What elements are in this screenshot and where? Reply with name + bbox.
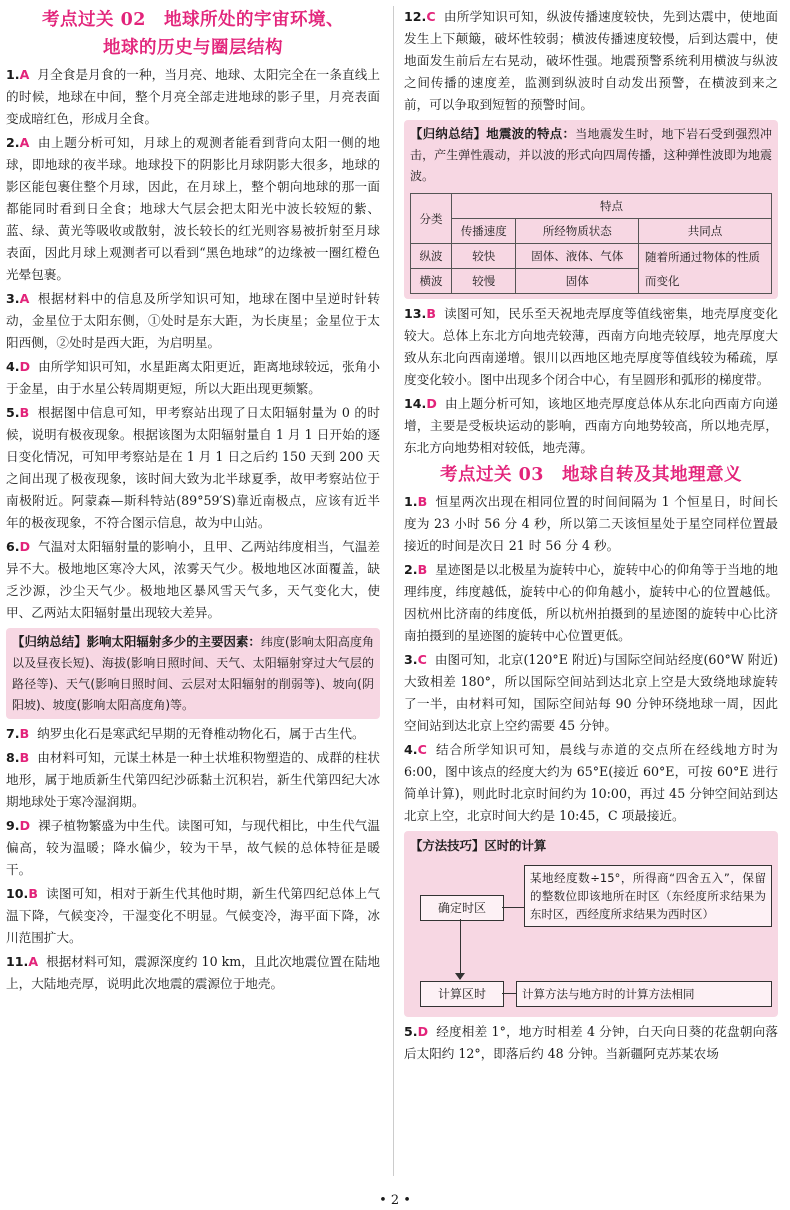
answer-letter: A (19, 135, 30, 150)
section-title-03: 考点过关 03 地球自转及其地理意义 (440, 465, 742, 485)
answer-letter: C (417, 742, 427, 757)
answer-item: 3.C 由图可知，北京(120°E 附近)与国际空间站经度(60°W 附近)大致相差 180°，所以国际空间站到达北京上空是大致绕地球旋转了一半，由材料可知，国际空间站每 90 分钟环绕地球一周，因此空间站到达北京上空约需要 45 分钟。 (404, 652, 778, 733)
answer-explanation: 由所学知识可知，水星距离太阳更近，距离地球较远，张角小于金星，由于水星公转周期更短，所以大距出现更频繁。 (6, 359, 380, 396)
answer-item: 11.A 根据材料可知，震源深度约 10 km，且此次地震位置在陆地上，大陆地壳厚，说明此次地震的震源位于地壳。 (6, 954, 380, 991)
summary-box-seismic-waves (404, 120, 778, 299)
answer-explanation: 月全食是月食的一种，当月亮、地球、太阳完全在一条直线上的时候，地球在中间，整个月亮全部走进地球的影子里，月亮表面变成暗红色，形成月全食。 (6, 67, 380, 126)
seismic-wave-table (410, 193, 772, 294)
summary-box-solar-radiation (6, 628, 380, 719)
section-title-02-line1: 考点过关 02 地球所处的宇宙环境、 (42, 10, 344, 30)
answer-letter: B (19, 405, 30, 420)
answer-letter: D (19, 539, 31, 554)
answer-explanation: 读图可知，相对于新生代其他时期，新生代第四纪总体上气温下降，气候变冷，干湿变化不明显。气候变冷，海平面下降，冰川范围扩大。 (6, 886, 380, 945)
summary-tag: 【归纳总结】地震波的特点： (410, 126, 576, 141)
answer-letter: C (417, 652, 427, 667)
table-cell-s-wave: 横波 (411, 269, 452, 294)
method-box-zone-time (404, 831, 778, 1017)
answer-explanation: 经度相差 1°，地方时相差 4 分钟，白天向日葵的花盘朝向落后太阳约 12°，即落后约 48 分钟。当新疆阿克苏某农场 (404, 1024, 778, 1061)
page-number: • 2 • (379, 1193, 411, 1208)
answer-item: 2.A 由上题分析可知，月球上的观测者能看到背向太阳一侧的地球，即地球的夜半球。地球投下的阴影比月球阴影大很多，地球的影区能包裹住整个月球，因此，在月球上，整个朝向地球的那一面都能同时看到日全食；地球大气层会把太阳光中波长较短的紫、蓝、绿、黄光等吸收或散射，波长较长的红光则容易被折射至月球表面，因此月球上观测者可以看到“黑色地球”的边缘被一圈红橙色光晕包裹。 (6, 135, 380, 282)
flow-note-calc-zone-time: 计算方法与地方时的计算方法相同 (516, 981, 772, 1007)
answer-item: 7.B 纳罗虫化石是寒武纪早期的无脊椎动物化石，属于古生代。 (6, 726, 365, 741)
summary-body: 纬度(影响太阳高度角以及昼夜长短)、海拔(影响日照时间、天气、太阳辐射穿过大气层的路径等)、天气(影响日照时间、云层对太阳辐射的削弱等)、坡向(阴阳坡)、坡度(影响太阳高度角)等。 (12, 635, 375, 712)
answer-letter: C (426, 9, 436, 24)
answer-explanation: 根据材料中的信息及所学知识可知，地球在图中呈逆时针转动，金星位于太阳东侧，①处时是东大距，为长庚星；金星位于太阳西侧，②处时是西大距，为启明星。 (6, 291, 380, 350)
answer-explanation: 读图可知，民乐至天祝地壳厚度等值线密集，地壳厚度变化较大。总体上东北方向地壳较薄，西南方向地壳较厚，地壳厚度大致从东北向西南递增。银川以西地区地壳厚度等值线较为稀疏，厚度变化较小。图中出现多个闭合中心，有呈圆形和弧形的梯度带。 (404, 306, 778, 387)
method-title: 【方法技巧】区时的计算 (410, 838, 547, 853)
right-column (404, 6, 778, 1065)
table-cell: 较快 (452, 244, 516, 269)
answer-explanation: 由所学知识可知，纵波传播速度较快，先到达震中，使地面发生上下颠簸，破坏性较弱；横波传播速度较慢，后到达震中，使地面发生前后左右晃动，破坏性强。地震预警系统利用横波与纵波之间传播的速度差，监测到纵波时自动发出预警，在横波到来之前，可以争取到短暂的预警时间。 (404, 9, 778, 112)
table-header-medium: 所经物质状态 (516, 219, 639, 244)
answer-item: 10.B 读图可知，相对于新生代其他时期，新生代第四纪总体上气温下降，气候变冷，干湿变化不明显。气候变冷，海平面下降，冰川范围扩大。 (6, 886, 380, 945)
answer-explanation: 由图可知，北京(120°E 附近)与国际空间站经度(60°W 附近)大致相差 180°，所以国际空间站到达北京上空是大致绕地球旋转了一半，由材料可知，国际空间站每 90 分钟环绕地球一周，因此空间站到达北京上空约需要 45 分钟。 (404, 652, 778, 733)
section-title-02-line2: 地球的历史与圈层结构 (103, 38, 283, 58)
left-column (6, 6, 380, 995)
answer-letter: D (19, 818, 31, 833)
answer-explanation: 结合所学知识可知，晨线与赤道的交点所在经线地方时为 6:00，图中该点的经度大约为 65°E(接近 60°E，可按 60°E 进行简单计算)，则此时北京时间约为 10:00，再过 45 分钟空间站到达北京上空，北京时间大约是 10:45，C 项最接近。 (404, 742, 778, 823)
answer-letter: D (417, 1024, 429, 1039)
answer-item: 6.D 气温对太阳辐射量的影响小，且甲、乙两站纬度相当，气温差异不大。极地地区寒冷大风，浓雾天气少。极地地区冰面覆盖，缺乏沙源，沙尘天气少。极地地区暴风雪天气多，天气变化大，使甲、乙两站太阳辐射量出现较大差异。 (6, 539, 380, 620)
table-cell: 固体 (516, 269, 639, 294)
flow-arrow-down (460, 919, 461, 979)
answer-letter: D (426, 396, 437, 411)
answer-letter: B (19, 750, 30, 765)
answer-item: 5.B 根据图中信息可知，甲考察站出现了日太阳辐射量为 0 的时候，说明有极夜现象。根据该图为太阳辐射量自 1 月 1 日开始的逐日变化情况，可知甲考察站是在 1 月 1 日之后约 150 天到 200 天之间出现了极夜现象，该时间大致为北半球夏季，故甲考察站位于南极附近。阿蒙森—斯科特站(89°59′S)靠近南极点，应该有近半年的极夜现象，不符合图示信息，故为中山站。 (6, 405, 380, 530)
answer-item: 1.B 恒星两次出现在相同位置的时间间隔为 1 个恒星日，时间长度为 23 小时 56 分 4 秒，所以第二天该恒星处于星空同样位置最接近的时间是次日 21 时 56 分 4 秒。 (404, 494, 778, 553)
table-header-feature: 特点 (452, 194, 772, 219)
flow-step-determine-zone: 确定时区 (420, 895, 504, 921)
answer-explanation: 由上题分析可知，月球上的观测者能看到背向太阳一侧的地球，即地球的夜半球。地球投下的阴影比月球阴影大很多，地球的影区能包裹住整个月球，因此，在月球上，整个朝向地球的那一面都能同时看到日全食；地球大气层会把太阳光中波长较短的紫、蓝、绿、黄光等吸收或散射，波长较长的红光则容易被折射至月球表面，因此月球上观测者可以看到“黑色地球”的边缘被一圈红橙色光晕包裹。 (6, 135, 380, 282)
answer-letter: B (28, 886, 38, 901)
answer-item: 8.B 由材料可知，元谋土林是一种土状堆积物塑造的、成群的柱状地形，属于地质新生代第四纪沙砾黏土沉积岩，新生代第四纪大冰期地球处于寒冷湿润期。 (6, 750, 380, 809)
flow-note-determine-zone: 某地经度数÷15°，所得商“四舍五入”，保留的整数位即该地所在时区（东经度所求结果为东时区，西经度所求结果为西时区） (524, 865, 772, 927)
answer-item: 4.C 结合所学知识可知，晨线与赤道的交点所在经线地方时为 6:00，图中该点的经度大约为 65°E(接近 60°E，可按 60°E 进行简单计算)，则此时北京时间约为 10:00，再过 45 分钟空间站到达北京上空，北京时间大约是 10:45，C 项最接近。 (404, 742, 778, 823)
answer-explanation: 恒星两次出现在相同位置的时间间隔为 1 个恒星日，时间长度为 23 小时 56 分 4 秒，所以第二天该恒星处于星空同样位置最接近的时间是次日 21 时 56 分 4 秒。 (404, 494, 778, 553)
table-header-speed: 传播速度 (452, 219, 516, 244)
flow-step-calc-zone-time: 计算区时 (420, 981, 504, 1007)
answer-item: 5.D 经度相差 1°，地方时相差 4 分钟，白天向日葵的花盘朝向落后太阳约 12°，即落后约 48 分钟。当新疆阿克苏某农场 (404, 1024, 778, 1061)
answer-explanation: 气温对太阳辐射量的影响小，且甲、乙两站纬度相当，气温差异不大。极地地区寒冷大风，浓雾天气少。极地地区冰面覆盖，缺乏沙源，沙尘天气少。极地地区暴风雪天气多，天气变化大，使甲、乙两站太阳辐射量出现较大差异。 (6, 539, 380, 620)
table-header-common: 共同点 (639, 219, 772, 244)
answer-item: 12.C 由所学知识可知，纵波传播速度较快，先到达震中，使地面发生上下颠簸，破坏性较弱；横波传播速度较慢，后到达震中，使地面发生前后左右晃动，破坏性强。地震预警系统利用横波与纵波之间传播的速度差，监测到纵波时自动发出预警，在横波到来之前，可以争取到短暂的预警时间。 (404, 9, 778, 112)
answer-explanation: 根据材料可知，震源深度约 10 km，且此次地震位置在陆地上，大陆地壳厚，说明此次地震的震源位于地壳。 (6, 954, 380, 991)
table-cell-p-wave: 纵波 (411, 244, 452, 269)
answer-explanation: 根据图中信息可知，甲考察站出现了日太阳辐射量为 0 的时候，说明有极夜现象。根据该图为太阳辐射量自 1 月 1 日开始的逐日变化情况，可知甲考察站是在 1 月 1 日之后约 150 天到 200 天之间出现了极夜现象，该时间大致为北半球夏季，故甲考察站位于南极附近。阿蒙森—斯科特站(89°59′S)靠近南极点，应该有近半年的极夜现象，不符合图示信息，故为中山站。 (6, 405, 380, 530)
answer-item: 1.A 月全食是月食的一种，当月亮、地球、太阳完全在一条直线上的时候，地球在中间，整个月亮全部走进地球的影子里，月亮表面变成暗红色，形成月全食。 (6, 67, 380, 126)
answer-explanation: 裸子植物繁盛为中生代。读图可知，与现代相比，中生代气温偏高，较为温暖；降水偏少，较为干旱，故气候的总体特征是暖干。 (6, 818, 380, 877)
flow-connector (502, 907, 524, 908)
answer-item: 3.A 根据材料中的信息及所学知识可知，地球在图中呈逆时针转动，金星位于太阳东侧，①处时是东大距，为长庚星；金星位于太阳西侧，②处时是西大距，为启明星。 (6, 291, 380, 350)
flow-connector (502, 993, 516, 994)
answer-explanation: 由材料可知，元谋土林是一种土状堆积物塑造的、成群的柱状地形，属于地质新生代第四纪沙砾黏土沉积岩，新生代第四纪大冰期地球处于寒冷湿润期。 (6, 750, 380, 809)
summary-body: 当地震发生时，地下岩石受到强烈冲击，产生弹性震动，并以波的形式向四周传播，这种弹性波即为地震波。 (410, 127, 772, 183)
answer-item: 4.D 由所学知识可知，水星距离太阳更近，距离地球较远，张角小于金星，由于水星公转周期更短，所以大距出现更频繁。 (6, 359, 380, 396)
answer-letter: D (19, 359, 31, 374)
answer-letter: A (19, 67, 30, 82)
zone-time-flowchart (410, 861, 772, 1011)
answer-item: 14.D 由上题分析可知，该地区地壳厚度总体从东北向西南方向递增，主要是受板块运动的影响，西南方向地势较高，所以地壳厚，东北方向地势相对较低，地壳薄。 (404, 396, 778, 455)
table-cell: 较慢 (452, 269, 516, 294)
table-cell: 固体、液体、气体 (516, 244, 639, 269)
answer-explanation: 由上题分析可知，该地区地壳厚度总体从东北向西南方向递增，主要是受板块运动的影响，西南方向地势较高，所以地壳厚，东北方向地势相对较低，地壳薄。 (404, 396, 778, 455)
answer-item: 2.B 星迹图是以北极星为旋转中心，旋转中心的仰角等于当地的地理纬度，纬度越低，旋转中心的仰角越小，旋转中心的位置越低。因杭州比济南的纬度低，所以杭州拍摄到的星迹图的旋转中心比济南拍摄到的星迹图的旋转中心位置更低。 (404, 562, 778, 643)
answer-explanation: 星迹图是以北极星为旋转中心，旋转中心的仰角等于当地的地理纬度，纬度越低，旋转中心的仰角越小，旋转中心的位置越低。因杭州比济南的纬度低，所以杭州拍摄到的星迹图的旋转中心比济南拍摄到的星迹图的旋转中心位置更低。 (404, 562, 778, 643)
answer-letter: B (417, 494, 428, 509)
answer-item: 13.B 读图可知，民乐至天祝地壳厚度等值线密集，地壳厚度变化较大。总体上东北方向地壳较薄，西南方向地壳较厚，地壳厚度大致从东北向西南递增。银川以西地区地壳厚度等值线较为稀疏，厚度变化较小。图中出现多个闭合中心，有呈圆形和弧形的梯度带。 (404, 306, 778, 387)
table-header-class: 分类 (411, 194, 452, 244)
answer-letter: B (417, 562, 428, 577)
answer-letter: A (28, 954, 39, 969)
answer-letter: B (19, 726, 30, 741)
summary-tag: 【归纳总结】影响太阳辐射多少的主要因素： (12, 634, 261, 649)
answer-letter: B (426, 306, 436, 321)
table-cell-common: 随着所通过物体的性质而变化 (639, 244, 772, 294)
arrow-down-icon (455, 973, 465, 980)
column-divider (393, 6, 394, 1176)
answer-letter: A (19, 291, 30, 306)
answer-item: 9.D 裸子植物繁盛为中生代。读图可知，与现代相比，中生代气温偏高，较为温暖；降水偏少，较为干旱，故气候的总体特征是暖干。 (6, 818, 380, 877)
answer-explanation: 纳罗虫化石是寒武纪早期的无脊椎动物化石，属于古生代。 (37, 726, 365, 741)
